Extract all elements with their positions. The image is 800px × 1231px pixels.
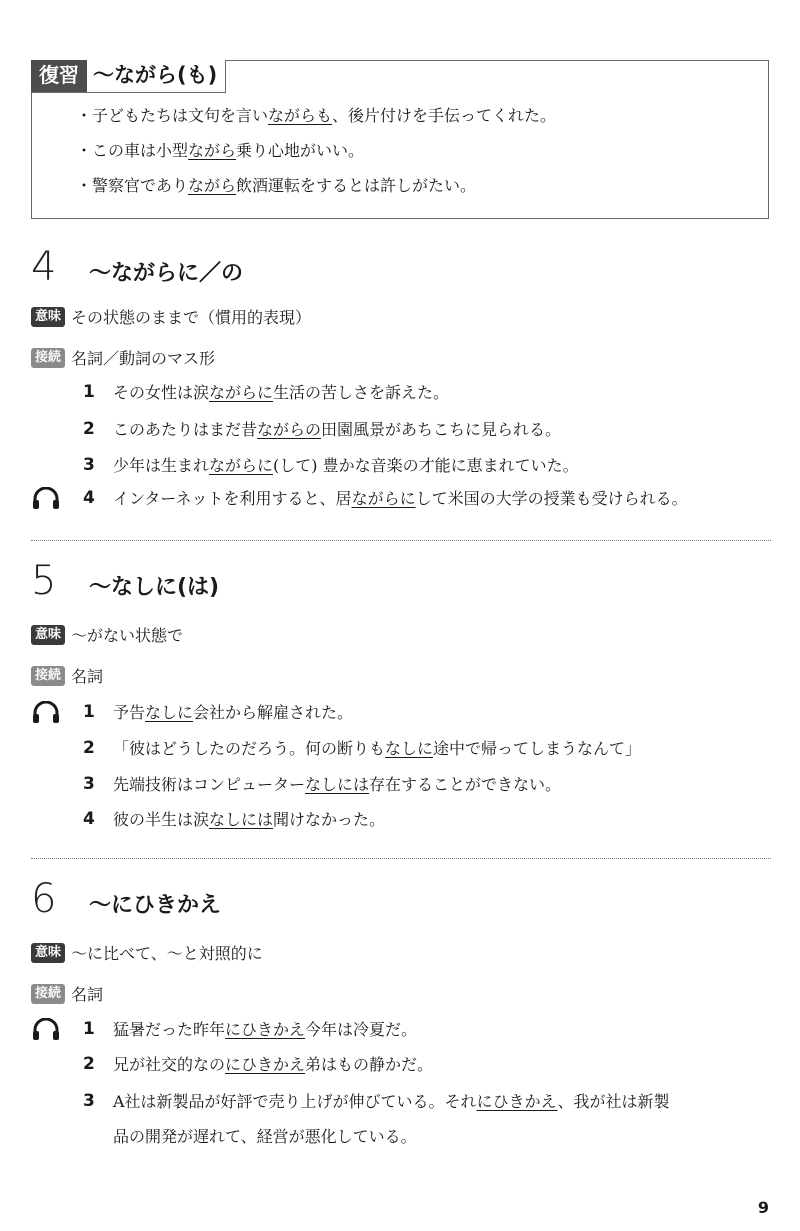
- example-row: [31, 380, 771, 403]
- example-number: 4: [83, 487, 95, 508]
- meaning-text: その状態のままで（慣用的表現）: [71, 308, 312, 327]
- example-number: 1: [83, 701, 95, 722]
- example-row: [31, 1017, 771, 1040]
- example-text: 「彼はどうしたのだろう。何の断りもなしに途中で帰ってしまうなんて」: [113, 739, 642, 758]
- example-row: [31, 807, 771, 830]
- example-text: このあたりはまだ昔ながらの田園風景があちこちに見られる。: [113, 420, 562, 439]
- example-row: [31, 772, 771, 795]
- review-item: ・警察官でありながら飲酒運転をするとは許しがたい。: [76, 176, 477, 195]
- example-text: 予告なしに会社から解雇された。: [113, 703, 354, 722]
- meaning-row: [31, 623, 183, 646]
- page-number: 9: [757, 1198, 769, 1217]
- example-number: 2: [83, 418, 95, 439]
- example-text: 彼の半生は涙なしには聞けなかった。: [113, 810, 386, 829]
- connection-row: [31, 982, 103, 1005]
- example-number: 4: [83, 808, 95, 829]
- example-number: 3: [83, 1090, 95, 1111]
- headphones-icon[interactable]: [31, 701, 75, 723]
- meaning-text: 〜がない状態で: [71, 626, 184, 645]
- review-item: ・この車は小型ながら乗り心地がいい。: [76, 141, 365, 160]
- connection-row: [31, 346, 215, 369]
- section-title: 〜ながらに／の: [89, 261, 244, 286]
- example-number: 2: [83, 737, 95, 758]
- section-number: 5: [31, 558, 57, 604]
- example-text: 少年は生まれながらに(して) 豊かな音楽の才能に恵まれていた。: [113, 456, 579, 475]
- review-header: [31, 60, 226, 93]
- example-row: [31, 700, 771, 723]
- example-row-continuation: [31, 1124, 771, 1147]
- meaning-badge: 意味: [31, 625, 65, 645]
- example-number: 3: [83, 773, 95, 794]
- example-text: 猛暑だった昨年にひきかえ今年は冷夏だ。: [113, 1020, 418, 1039]
- section-number: 4: [31, 244, 57, 290]
- section-heading: [31, 876, 221, 922]
- meaning-row: [31, 941, 263, 964]
- connection-text: 名詞／動詞のマス形: [71, 349, 216, 368]
- example-row: [31, 1089, 771, 1112]
- meaning-badge: 意味: [31, 943, 65, 963]
- example-text: 品の開発が遅れて、経営が悪化している。: [113, 1127, 417, 1146]
- headphones-icon[interactable]: [31, 1018, 75, 1040]
- section-heading: [31, 558, 219, 604]
- section-title: 〜にひきかえ: [89, 893, 222, 918]
- example-number: 1: [83, 381, 95, 402]
- meaning-badge: 意味: [31, 307, 65, 327]
- example-row: [31, 1052, 771, 1075]
- connection-row: [31, 664, 103, 687]
- review-title: 〜ながら(も): [87, 60, 225, 92]
- connection-badge: 接続: [31, 666, 65, 686]
- connection-badge: 接続: [31, 348, 65, 368]
- connection-badge: 接続: [31, 984, 65, 1004]
- example-text: インターネットを利用すると、居ながらにして米国の大学の授業も受けられる。: [113, 489, 688, 508]
- example-row: [31, 417, 771, 440]
- section-heading: [31, 244, 243, 290]
- review-tag: 復習: [31, 60, 87, 92]
- review-box: [31, 60, 769, 219]
- example-text: 兄が社交的なのにひきかえ弟はもの静かだ。: [113, 1055, 434, 1074]
- meaning-text: 〜に比べて、〜と対照的に: [71, 944, 263, 963]
- headphones-icon[interactable]: [31, 487, 75, 509]
- example-text: 先端技術はコンピューターなしには存在することができない。: [113, 775, 562, 794]
- section-divider: [31, 540, 771, 541]
- example-text: A社は新製品が好評で売り上げが伸びている。それにひきかえ、我が社は新製: [113, 1092, 670, 1111]
- example-number: 3: [83, 454, 95, 475]
- example-text: その女性は涙ながらに生活の苦しさを訴えた。: [113, 383, 450, 402]
- meaning-row: [31, 305, 311, 328]
- example-row: [31, 486, 771, 509]
- example-number: 1: [83, 1018, 95, 1039]
- example-number: 2: [83, 1053, 95, 1074]
- section-divider: [31, 858, 771, 859]
- section-number: 6: [31, 876, 57, 922]
- example-row: [31, 453, 771, 476]
- review-item: ・子どもたちは文句を言いながらも、後片付けを手伝ってくれた。: [76, 106, 557, 125]
- example-row: [31, 736, 771, 759]
- section-title: 〜なしに(は): [89, 575, 220, 600]
- connection-text: 名詞: [71, 667, 104, 686]
- connection-text: 名詞: [71, 985, 104, 1004]
